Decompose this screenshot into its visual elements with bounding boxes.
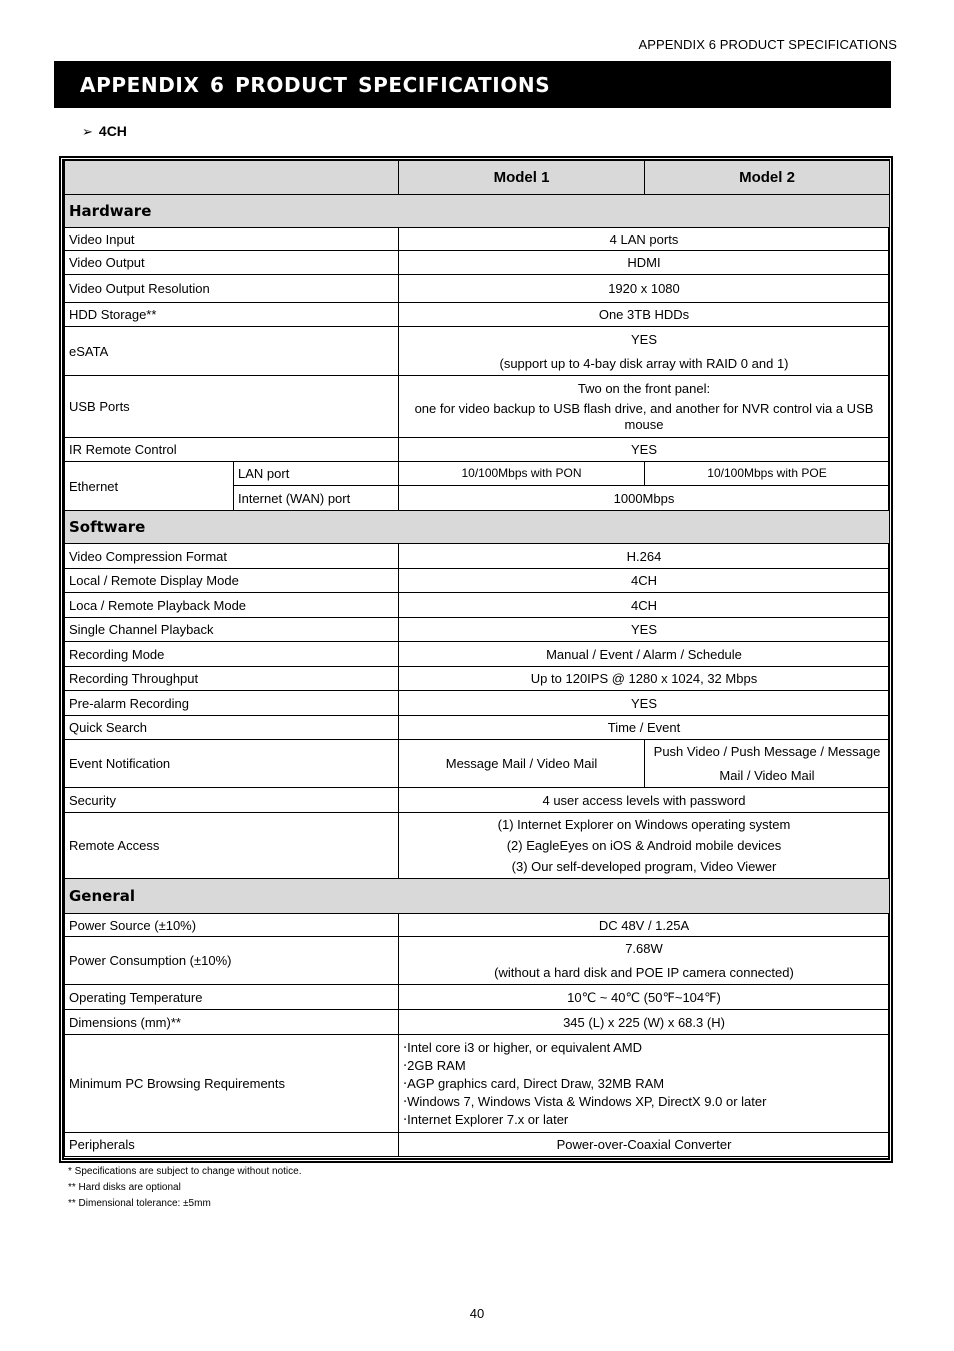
spec-table: [64, 160, 890, 1157]
spec-label: Ethernet: [65, 462, 234, 511]
running-header: APPENDIX 6 PRODUCT SPECIFICATIONS: [638, 37, 897, 52]
spec-value: YES: [399, 618, 890, 642]
software-group-row: [65, 511, 890, 544]
list-item: ‧AGP graphics card, Direct Draw, 32MB RAM: [403, 1075, 665, 1091]
spec-value-model-1: Message Mail / Video Mail: [399, 740, 645, 788]
table-header-row: [65, 161, 890, 195]
list-item: ‧Internet Explorer 7.x or later: [403, 1111, 569, 1127]
spec-value: Up to 120IPS @ 1280 x 1024, 32 Mbps: [399, 667, 890, 691]
spec-label: Peripherals: [65, 1133, 399, 1157]
table-row: [65, 914, 890, 937]
spec-label: Video Output: [65, 251, 399, 275]
spec-label: Quick Search: [65, 716, 399, 740]
spec-value: DC 48V / 1.25A: [399, 914, 890, 937]
value-line: (2) EagleEyes on iOS & Android mobile devices: [506, 838, 782, 853]
spec-value: One 3TB HDDs: [399, 303, 890, 327]
section-label: 4CH: [98, 123, 127, 139]
table-row: [65, 1035, 890, 1133]
table-row: [65, 327, 890, 376]
spec-label: eSATA: [65, 327, 399, 376]
spec-label: Single Channel Playback: [65, 618, 399, 642]
spec-label: Operating Temperature: [65, 985, 399, 1010]
footnote: ** Dimensional tolerance: ±5mm: [68, 1198, 211, 1209]
spec-label: Video Compression Format: [65, 544, 399, 569]
value-line: Mail / Video Mail: [719, 768, 815, 783]
model-2-header: Model 2: [645, 161, 890, 195]
value-line: YES: [630, 331, 657, 347]
spec-value-model-2: 10/100Mbps with POE: [645, 462, 890, 486]
table-row: [65, 642, 890, 667]
spec-value: Power-over-Coaxial Converter: [399, 1133, 890, 1157]
value-line: Push Video / Push Message / Message: [653, 744, 881, 759]
spec-label: Recording Throughput: [65, 667, 399, 691]
table-row: [65, 691, 890, 716]
arrow-bullet-icon: ➢: [82, 124, 93, 139]
table-row: [65, 438, 890, 462]
table-row: [65, 740, 890, 788]
spec-label: Power Source (±10%): [65, 914, 399, 937]
table-row: [65, 376, 890, 438]
table-row: [65, 593, 890, 618]
table-row: [65, 667, 890, 691]
footnotes: [68, 1164, 301, 1212]
spec-value: 4 user access levels with password: [399, 788, 890, 813]
general-group-row: [65, 879, 890, 914]
spec-value: YES: [399, 438, 890, 462]
table-row: [65, 788, 890, 813]
spec-label: Power Consumption (±10%): [65, 937, 399, 985]
value-line: one for video backup to USB flash drive, and another for NVR control via a USB mouse: [414, 401, 874, 432]
value-line: (support up to 4-bay disk array with RAID 0 and 1): [499, 355, 789, 371]
spec-value: HDMI: [399, 251, 890, 275]
spec-value: 4CH: [399, 593, 890, 618]
spec-value: H.264: [399, 544, 890, 569]
spec-label: Event Notification: [65, 740, 399, 788]
spec-value: 1000Mbps: [399, 486, 890, 511]
spec-value: [399, 813, 890, 879]
table-row: [65, 228, 890, 251]
section-heading: [82, 123, 127, 140]
spec-value-model-1: 10/100Mbps with PON: [399, 462, 645, 486]
list-item: ‧2GB RAM: [403, 1057, 466, 1073]
list-item: ‧Intel core i3 or higher, or equivalent AMD: [403, 1039, 642, 1055]
spec-label: Dimensions (mm)**: [65, 1010, 399, 1035]
group-heading: Software: [65, 511, 890, 544]
spec-value: 345 (L) x 225 (W) x 68.3 (H): [399, 1010, 890, 1035]
spec-label: Video Input: [65, 228, 399, 251]
group-heading: General: [65, 879, 890, 914]
spec-label: Pre-alarm Recording: [65, 691, 399, 716]
spec-sublabel: Internet (WAN) port: [234, 486, 399, 511]
group-heading: Hardware: [65, 195, 890, 228]
page-title: APPENDIX 6 PRODUCT SPECIFICATIONS: [54, 61, 891, 108]
table-row: [65, 275, 890, 303]
header-blank-cell: [65, 161, 399, 195]
footnote: ** Hard disks are optional: [68, 1182, 181, 1193]
value-line: (1) Internet Explorer on Windows operating system: [497, 817, 791, 832]
table-row: [65, 462, 890, 486]
value-line: Two on the front panel:: [577, 381, 711, 396]
value-line: (without a hard disk and POE IP camera connected): [494, 965, 794, 980]
model-1-header: Model 1: [399, 161, 645, 195]
table-row: [65, 1133, 890, 1157]
spec-value: 10℃ ~ 40℃ (50℉~104℉): [399, 985, 890, 1010]
table-row: [65, 1010, 890, 1035]
spec-label: Security: [65, 788, 399, 813]
spec-value: Manual / Event / Alarm / Schedule: [399, 642, 890, 667]
table-row: [65, 813, 890, 879]
spec-value: [399, 376, 890, 438]
spec-label: USB Ports: [65, 376, 399, 438]
page-number: 40: [469, 1306, 485, 1321]
table-row: [65, 716, 890, 740]
spec-label: Local / Remote Display Mode: [65, 569, 399, 593]
spec-value-model-2: [645, 740, 890, 788]
footnote: * Specifications are subject to change without notice.: [68, 1166, 302, 1177]
spec-sublabel: LAN port: [234, 462, 399, 486]
spec-label: Video Output Resolution: [65, 275, 399, 303]
spec-value: 4CH: [399, 569, 890, 593]
spec-value: Time / Event: [399, 716, 890, 740]
table-row: [65, 985, 890, 1010]
spec-value: [399, 327, 890, 376]
spec-value: [399, 937, 890, 985]
spec-value: YES: [399, 691, 890, 716]
spec-label: Loca / Remote Playback Mode: [65, 593, 399, 618]
spec-label: HDD Storage**: [65, 303, 399, 327]
spec-value: 4 LAN ports: [399, 228, 890, 251]
spec-label: IR Remote Control: [65, 438, 399, 462]
hardware-group-row: [65, 195, 890, 228]
table-row: [65, 569, 890, 593]
spec-value: 1920 x 1080: [399, 275, 890, 303]
list-item: ‧Windows 7, Windows Vista & Windows XP, DirectX 9.0 or later: [403, 1093, 767, 1109]
spec-label: Remote Access: [65, 813, 399, 879]
table-row: [65, 303, 890, 327]
spec-label: Minimum PC Browsing Requirements: [65, 1035, 399, 1133]
table-row: [65, 544, 890, 569]
value-line: 7.68W: [625, 941, 663, 956]
value-line: (3) Our self-developed program, Video Viewer: [511, 859, 777, 874]
spec-value-list: [399, 1035, 890, 1133]
table-row: [65, 937, 890, 985]
spec-label: Recording Mode: [65, 642, 399, 667]
table-row: [65, 618, 890, 642]
table-row: [65, 251, 890, 275]
